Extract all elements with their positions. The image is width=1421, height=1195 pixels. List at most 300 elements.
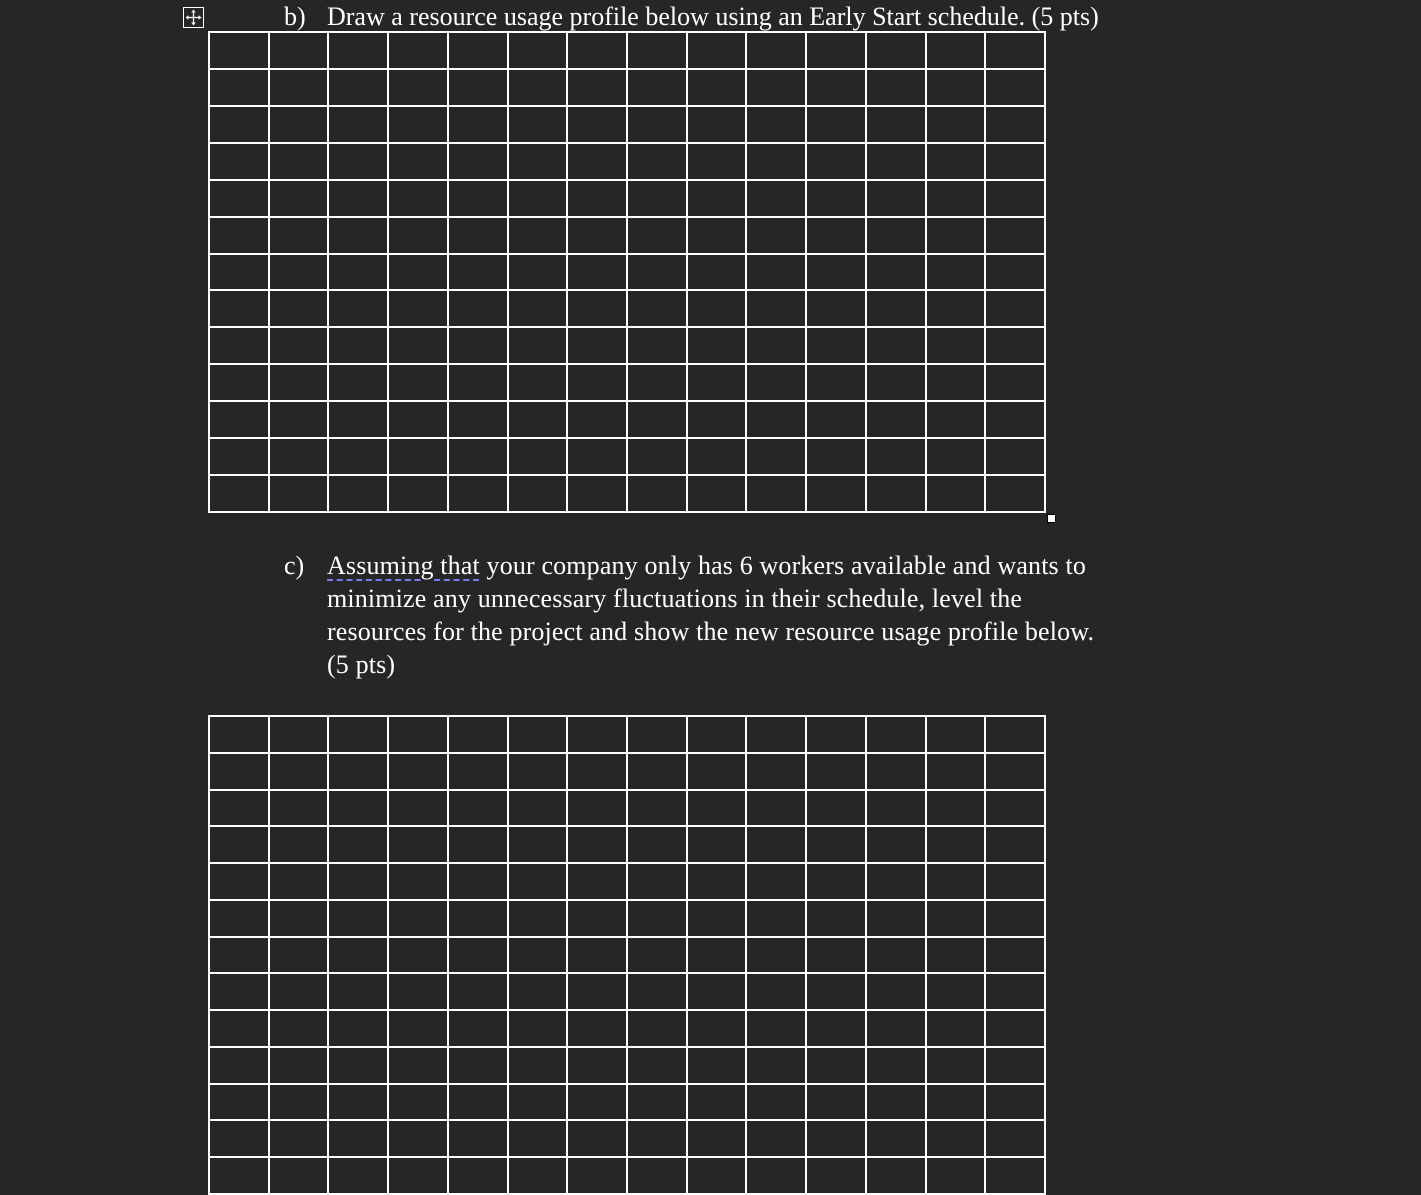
grid-cell[interactable] — [688, 1085, 748, 1122]
grid-cell[interactable] — [329, 1085, 389, 1122]
grid-cell[interactable] — [270, 974, 330, 1011]
grid-cell[interactable] — [628, 717, 688, 754]
grid-cell[interactable] — [509, 1048, 569, 1085]
grid-cell[interactable] — [568, 328, 628, 365]
grid-cell[interactable] — [449, 291, 509, 328]
grid-cell[interactable] — [628, 107, 688, 144]
grid-cell[interactable] — [628, 291, 688, 328]
grid-cell[interactable] — [807, 901, 867, 938]
grid-cell[interactable] — [867, 144, 927, 181]
grid-cell[interactable] — [270, 439, 330, 476]
grid-cell[interactable] — [807, 144, 867, 181]
grid-cell[interactable] — [509, 439, 569, 476]
grid-cell[interactable] — [449, 144, 509, 181]
grid-cell[interactable] — [449, 1158, 509, 1195]
grid-cell[interactable] — [210, 827, 270, 864]
grid-cell[interactable] — [568, 864, 628, 901]
grid-cell[interactable] — [270, 107, 330, 144]
grid-cell[interactable] — [986, 365, 1046, 402]
grid-cell[interactable] — [688, 901, 748, 938]
grid-cell[interactable] — [509, 218, 569, 255]
grid-cell[interactable] — [747, 1158, 807, 1195]
grid-cell[interactable] — [807, 291, 867, 328]
grid-cell[interactable] — [747, 1121, 807, 1158]
grid-cell[interactable] — [389, 791, 449, 828]
grid-cell[interactable] — [927, 938, 987, 975]
grid-cell[interactable] — [927, 1121, 987, 1158]
grid-cell[interactable] — [986, 754, 1046, 791]
grid-cell[interactable] — [807, 1085, 867, 1122]
grid-cell[interactable] — [210, 1048, 270, 1085]
grid-cell[interactable] — [568, 1048, 628, 1085]
grid-cell[interactable] — [807, 1158, 867, 1195]
grid-cell[interactable] — [747, 1085, 807, 1122]
grid-cell[interactable] — [807, 974, 867, 1011]
grid-cell[interactable] — [210, 291, 270, 328]
grid-cell[interactable] — [867, 402, 927, 439]
grid-cell[interactable] — [927, 402, 987, 439]
grid-cell[interactable] — [389, 901, 449, 938]
grid-cell[interactable] — [270, 402, 330, 439]
grid-cell[interactable] — [867, 1121, 927, 1158]
grid-cell[interactable] — [329, 1011, 389, 1048]
grid-cell[interactable] — [210, 181, 270, 218]
grid-cell[interactable] — [509, 402, 569, 439]
grid-cell[interactable] — [210, 717, 270, 754]
grid-cell[interactable] — [628, 791, 688, 828]
grid-cell[interactable] — [747, 1011, 807, 1048]
grid-cell[interactable] — [688, 365, 748, 402]
grid-cell[interactable] — [449, 974, 509, 1011]
grid-cell[interactable] — [568, 107, 628, 144]
grid-cell[interactable] — [568, 33, 628, 70]
grid-cell[interactable] — [807, 328, 867, 365]
grid-cell[interactable] — [449, 33, 509, 70]
grid-cell[interactable] — [449, 901, 509, 938]
grid-cell[interactable] — [210, 938, 270, 975]
grid-cell[interactable] — [270, 70, 330, 107]
grid-cell[interactable] — [329, 70, 389, 107]
grid-cell[interactable] — [986, 1048, 1046, 1085]
grid-cell[interactable] — [329, 33, 389, 70]
grid-cell[interactable] — [867, 33, 927, 70]
grid-cell[interactable] — [807, 181, 867, 218]
grid-cell[interactable] — [449, 255, 509, 292]
grid-cell[interactable] — [210, 1158, 270, 1195]
grid-cell[interactable] — [807, 791, 867, 828]
grid-cell[interactable] — [329, 476, 389, 513]
grid-cell[interactable] — [210, 328, 270, 365]
grid-cell[interactable] — [807, 754, 867, 791]
grid-cell[interactable] — [329, 255, 389, 292]
grid-cell[interactable] — [867, 1048, 927, 1085]
grid-cell[interactable] — [628, 938, 688, 975]
grid-cell[interactable] — [986, 439, 1046, 476]
grid-cell[interactable] — [509, 255, 569, 292]
grid-cell[interactable] — [867, 901, 927, 938]
grid-cell[interactable] — [807, 33, 867, 70]
grid-cell[interactable] — [986, 938, 1046, 975]
grid-cell[interactable] — [688, 754, 748, 791]
grid-cell[interactable] — [986, 255, 1046, 292]
grid-cell[interactable] — [986, 717, 1046, 754]
grid-cell[interactable] — [927, 1085, 987, 1122]
grid-cell[interactable] — [329, 107, 389, 144]
grid-cell[interactable] — [986, 70, 1046, 107]
grid-cell[interactable] — [270, 938, 330, 975]
grid-cell[interactable] — [509, 717, 569, 754]
grid-cell[interactable] — [449, 938, 509, 975]
grid-cell[interactable] — [628, 1048, 688, 1085]
grid-cell[interactable] — [986, 144, 1046, 181]
grid-cell[interactable] — [807, 938, 867, 975]
grid-cell[interactable] — [389, 1048, 449, 1085]
grid-cell[interactable] — [270, 1085, 330, 1122]
grid-cell[interactable] — [270, 717, 330, 754]
grid-cell[interactable] — [747, 974, 807, 1011]
grid-cell[interactable] — [449, 1048, 509, 1085]
grid-cell[interactable] — [449, 439, 509, 476]
grid-cell[interactable] — [389, 328, 449, 365]
grid-cell[interactable] — [747, 365, 807, 402]
grid-cell[interactable] — [270, 1048, 330, 1085]
grid-cell[interactable] — [747, 439, 807, 476]
grid-cell[interactable] — [568, 1011, 628, 1048]
grid-cell[interactable] — [867, 218, 927, 255]
grid-cell[interactable] — [210, 365, 270, 402]
grid-cell[interactable] — [628, 476, 688, 513]
resource-profile-grid-early-start[interactable] — [208, 31, 1046, 513]
grid-cell[interactable] — [927, 33, 987, 70]
grid-cell[interactable] — [210, 791, 270, 828]
grid-cell[interactable] — [210, 476, 270, 513]
grid-cell[interactable] — [389, 439, 449, 476]
grid-cell[interactable] — [747, 717, 807, 754]
grid-cell[interactable] — [210, 1121, 270, 1158]
grid-cell[interactable] — [747, 33, 807, 70]
grid-cell[interactable] — [270, 328, 330, 365]
grid-cell[interactable] — [867, 181, 927, 218]
grid-cell[interactable] — [927, 717, 987, 754]
grid-cell[interactable] — [270, 181, 330, 218]
grid-cell[interactable] — [568, 439, 628, 476]
grid-cell[interactable] — [509, 864, 569, 901]
grid-cell[interactable] — [688, 328, 748, 365]
grid-cell[interactable] — [867, 1158, 927, 1195]
grid-cell[interactable] — [867, 365, 927, 402]
grid-cell[interactable] — [449, 107, 509, 144]
grid-cell[interactable] — [449, 181, 509, 218]
grid-cell[interactable] — [807, 1011, 867, 1048]
grid-cell[interactable] — [449, 1121, 509, 1158]
grid-cell[interactable] — [628, 181, 688, 218]
grid-cell[interactable] — [329, 827, 389, 864]
grid-cell[interactable] — [986, 328, 1046, 365]
grid-cell[interactable] — [509, 1121, 569, 1158]
grid-cell[interactable] — [867, 70, 927, 107]
grid-cell[interactable] — [270, 901, 330, 938]
grid-cell[interactable] — [986, 791, 1046, 828]
grid-cell[interactable] — [568, 938, 628, 975]
grid-cell[interactable] — [688, 107, 748, 144]
grid-cell[interactable] — [986, 476, 1046, 513]
grid-cell[interactable] — [807, 365, 867, 402]
grid-cell[interactable] — [986, 901, 1046, 938]
grid-cell[interactable] — [449, 827, 509, 864]
grid-cell[interactable] — [509, 181, 569, 218]
grid-cell[interactable] — [568, 1121, 628, 1158]
grid-cell[interactable] — [568, 255, 628, 292]
grid-cell[interactable] — [927, 144, 987, 181]
grid-cell[interactable] — [867, 107, 927, 144]
grid-cell[interactable] — [568, 791, 628, 828]
grid-cell[interactable] — [747, 255, 807, 292]
grid-cell[interactable] — [389, 754, 449, 791]
grid-cell[interactable] — [747, 181, 807, 218]
grid-cell[interactable] — [628, 901, 688, 938]
grid-cell[interactable] — [747, 476, 807, 513]
grid-cell[interactable] — [389, 938, 449, 975]
grid-cell[interactable] — [688, 791, 748, 828]
grid-cell[interactable] — [210, 144, 270, 181]
grid-cell[interactable] — [509, 754, 569, 791]
grid-cell[interactable] — [389, 218, 449, 255]
grid-cell[interactable] — [807, 1121, 867, 1158]
grid-cell[interactable] — [389, 107, 449, 144]
grid-cell[interactable] — [807, 255, 867, 292]
grid-cell[interactable] — [747, 754, 807, 791]
grid-cell[interactable] — [867, 328, 927, 365]
grid-cell[interactable] — [389, 717, 449, 754]
grid-cell[interactable] — [509, 974, 569, 1011]
grid-cell[interactable] — [329, 791, 389, 828]
grid-cell[interactable] — [329, 901, 389, 938]
grid-cell[interactable] — [927, 255, 987, 292]
grid-cell[interactable] — [210, 218, 270, 255]
grid-cell[interactable] — [449, 791, 509, 828]
grid-cell[interactable] — [270, 1011, 330, 1048]
grid-cell[interactable] — [568, 827, 628, 864]
grid-cell[interactable] — [688, 827, 748, 864]
grid-cell[interactable] — [688, 1011, 748, 1048]
grid-cell[interactable] — [389, 402, 449, 439]
grid-cell[interactable] — [329, 181, 389, 218]
grid-cell[interactable] — [628, 1158, 688, 1195]
grid-cell[interactable] — [807, 402, 867, 439]
grid-cell[interactable] — [389, 476, 449, 513]
grid-cell[interactable] — [807, 439, 867, 476]
grid-cell[interactable] — [927, 827, 987, 864]
grid-cell[interactable] — [927, 974, 987, 1011]
grid-cell[interactable] — [628, 402, 688, 439]
grid-cell[interactable] — [927, 864, 987, 901]
grid-cell[interactable] — [270, 33, 330, 70]
grid-cell[interactable] — [270, 218, 330, 255]
grid-cell[interactable] — [270, 476, 330, 513]
grid-cell[interactable] — [986, 1011, 1046, 1048]
grid-cell[interactable] — [509, 144, 569, 181]
grid-cell[interactable] — [688, 402, 748, 439]
grid-cell[interactable] — [568, 70, 628, 107]
grid-cell[interactable] — [329, 1121, 389, 1158]
grid-cell[interactable] — [628, 864, 688, 901]
grid-cell[interactable] — [688, 218, 748, 255]
grid-cell[interactable] — [628, 328, 688, 365]
grid-cell[interactable] — [389, 1121, 449, 1158]
grid-cell[interactable] — [568, 1158, 628, 1195]
grid-cell[interactable] — [628, 365, 688, 402]
grid-cell[interactable] — [688, 1121, 748, 1158]
grid-cell[interactable] — [329, 938, 389, 975]
grid-cell[interactable] — [509, 1158, 569, 1195]
grid-cell[interactable] — [270, 144, 330, 181]
grid-cell[interactable] — [270, 864, 330, 901]
grid-cell[interactable] — [807, 864, 867, 901]
grid-cell[interactable] — [927, 107, 987, 144]
grid-cell[interactable] — [389, 1158, 449, 1195]
grid-cell[interactable] — [449, 328, 509, 365]
grid-cell[interactable] — [747, 827, 807, 864]
grid-cell[interactable] — [210, 33, 270, 70]
grid-cell[interactable] — [568, 291, 628, 328]
grid-cell[interactable] — [867, 476, 927, 513]
grid-cell[interactable] — [509, 827, 569, 864]
grid-cell[interactable] — [688, 291, 748, 328]
grid-cell[interactable] — [807, 476, 867, 513]
grid-cell[interactable] — [449, 476, 509, 513]
grid-cell[interactable] — [747, 70, 807, 107]
grid-cell[interactable] — [688, 144, 748, 181]
grid-cell[interactable] — [688, 255, 748, 292]
grid-cell[interactable] — [867, 717, 927, 754]
grid-cell[interactable] — [568, 144, 628, 181]
grid-cell[interactable] — [986, 107, 1046, 144]
grid-cell[interactable] — [389, 1011, 449, 1048]
grid-cell[interactable] — [927, 181, 987, 218]
grid-cell[interactable] — [628, 827, 688, 864]
grid-cell[interactable] — [210, 974, 270, 1011]
grid-cell[interactable] — [747, 218, 807, 255]
grid-cell[interactable] — [568, 181, 628, 218]
grid-cell[interactable] — [509, 107, 569, 144]
grid-cell[interactable] — [449, 402, 509, 439]
grid-cell[interactable] — [807, 107, 867, 144]
grid-cell[interactable] — [927, 439, 987, 476]
grid-cell[interactable] — [568, 218, 628, 255]
grid-cell[interactable] — [747, 291, 807, 328]
grid-cell[interactable] — [568, 1085, 628, 1122]
grid-cell[interactable] — [509, 365, 569, 402]
grid-cell[interactable] — [329, 218, 389, 255]
grid-cell[interactable] — [747, 107, 807, 144]
grid-cell[interactable] — [210, 439, 270, 476]
grid-cell[interactable] — [628, 70, 688, 107]
grid-cell[interactable] — [807, 70, 867, 107]
grid-cell[interactable] — [867, 974, 927, 1011]
grid-cell[interactable] — [927, 70, 987, 107]
grid-cell[interactable] — [986, 181, 1046, 218]
grid-cell[interactable] — [927, 328, 987, 365]
grid-cell[interactable] — [270, 791, 330, 828]
grid-cell[interactable] — [927, 754, 987, 791]
grid-cell[interactable] — [628, 144, 688, 181]
grid-cell[interactable] — [867, 439, 927, 476]
grid-cell[interactable] — [509, 938, 569, 975]
grid-cell[interactable] — [509, 1011, 569, 1048]
grid-cell[interactable] — [986, 827, 1046, 864]
grid-cell[interactable] — [210, 70, 270, 107]
grid-cell[interactable] — [270, 1158, 330, 1195]
grid-cell[interactable] — [688, 476, 748, 513]
grid-cell[interactable] — [270, 1121, 330, 1158]
grid-cell[interactable] — [270, 754, 330, 791]
grid-cell[interactable] — [867, 1085, 927, 1122]
grid-cell[interactable] — [389, 70, 449, 107]
grid-cell[interactable] — [509, 1085, 569, 1122]
grid-cell[interactable] — [449, 1011, 509, 1048]
grid-cell[interactable] — [449, 717, 509, 754]
grid-cell[interactable] — [807, 1048, 867, 1085]
grid-cell[interactable] — [688, 439, 748, 476]
grid-cell[interactable] — [449, 218, 509, 255]
grid-cell[interactable] — [449, 365, 509, 402]
grid-cell[interactable] — [449, 70, 509, 107]
grid-cell[interactable] — [509, 33, 569, 70]
grid-cell[interactable] — [389, 144, 449, 181]
grid-cell[interactable] — [389, 33, 449, 70]
grid-cell[interactable] — [210, 402, 270, 439]
grid-cell[interactable] — [927, 365, 987, 402]
grid-cell[interactable] — [927, 291, 987, 328]
grid-cell[interactable] — [807, 218, 867, 255]
grid-cell[interactable] — [867, 938, 927, 975]
grid-cell[interactable] — [986, 864, 1046, 901]
grid-cell[interactable] — [210, 754, 270, 791]
grid-cell[interactable] — [329, 974, 389, 1011]
grid-cell[interactable] — [927, 901, 987, 938]
grid-cell[interactable] — [986, 402, 1046, 439]
grid-cell[interactable] — [389, 864, 449, 901]
grid-cell[interactable] — [568, 476, 628, 513]
grid-cell[interactable] — [747, 328, 807, 365]
grid-cell[interactable] — [568, 717, 628, 754]
grid-cell[interactable] — [628, 1011, 688, 1048]
grid-cell[interactable] — [329, 864, 389, 901]
grid-cell[interactable] — [210, 107, 270, 144]
grid-cell[interactable] — [329, 328, 389, 365]
grid-cell[interactable] — [389, 1085, 449, 1122]
grid-cell[interactable] — [867, 827, 927, 864]
grid-cell[interactable] — [986, 974, 1046, 1011]
grid-cell[interactable] — [449, 864, 509, 901]
grid-cell[interactable] — [807, 827, 867, 864]
table-move-handle[interactable] — [183, 7, 204, 28]
grid-cell[interactable] — [867, 255, 927, 292]
spellcheck-flagged-phrase[interactable]: Assuming that — [327, 551, 480, 580]
grid-cell[interactable] — [628, 1085, 688, 1122]
grid-cell[interactable] — [867, 791, 927, 828]
grid-cell[interactable] — [747, 901, 807, 938]
grid-cell[interactable] — [329, 754, 389, 791]
grid-cell[interactable] — [449, 1085, 509, 1122]
grid-cell[interactable] — [568, 901, 628, 938]
grid-cell[interactable] — [628, 1121, 688, 1158]
grid-cell[interactable] — [688, 181, 748, 218]
grid-cell[interactable] — [867, 754, 927, 791]
grid-cell[interactable] — [927, 791, 987, 828]
grid-cell[interactable] — [747, 1048, 807, 1085]
grid-cell[interactable] — [867, 291, 927, 328]
